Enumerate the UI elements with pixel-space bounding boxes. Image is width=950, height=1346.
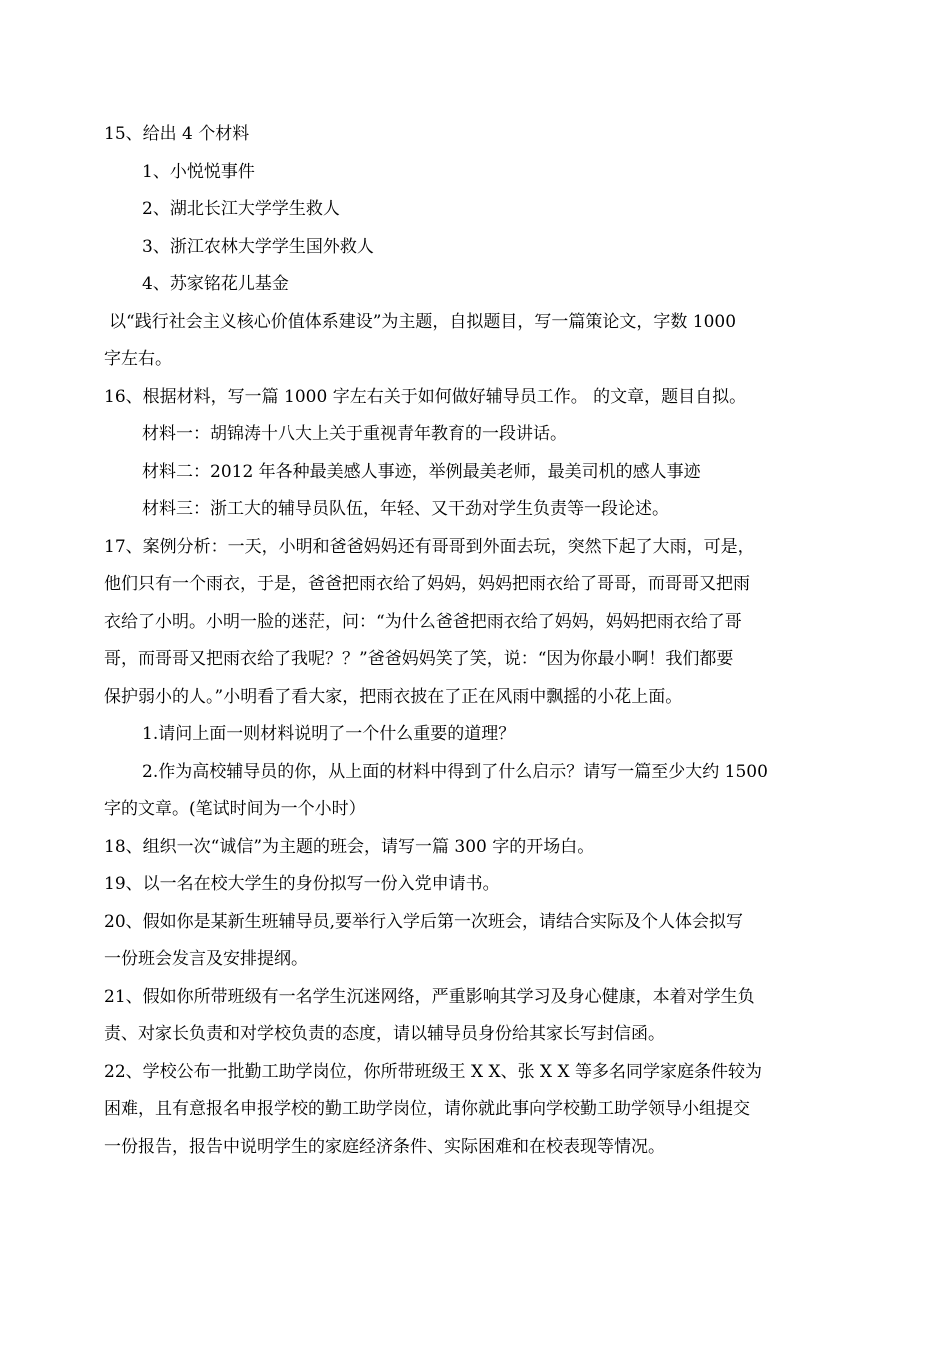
- q16-material-1: 材料一：胡锦涛十八大上关于重视青年教育的一段讲话。: [142, 424, 567, 444]
- q15-prompt-line-2: 字左右。: [104, 349, 172, 369]
- q17-line-2: 他们只有一个雨衣，于是，爸爸把雨衣给了妈妈，妈妈把雨衣给了哥哥，而哥哥又把雨: [104, 574, 750, 594]
- q15-item-3: 3、浙江农林大学学生国外救人: [142, 236, 374, 257]
- question-20-line-2: 一份班会发言及安排提纲。: [104, 949, 308, 969]
- document-page: [104, 116, 834, 1166]
- q16-material-2: 材料二：2012 年各种最美感人事迹，举例最美老师，最美司机的感人事迹: [142, 461, 701, 482]
- q17-line-3: 衣给了小明。小明一脸的迷茫，问：“为什么爸爸把雨衣给了妈妈，妈妈把雨衣给了哥: [104, 611, 742, 632]
- q17-sub-question-1: 1.请问上面一则材料说明了一个什么重要的道理？: [142, 724, 516, 744]
- q15-item-4: 4、苏家铭花儿基金: [142, 274, 289, 294]
- q17-line-5: 保护弱小的人。”小明看了看大家，把雨衣披在了正在风雨中飘摇的小花上面。: [104, 686, 683, 707]
- question-22-line-2: 困难，且有意报名申报学校的勤工助学岗位，请你就此事向学校勤工助学领导小组提交: [104, 1099, 750, 1119]
- q15-item-2: 2、湖北长江大学学生救人: [142, 199, 340, 219]
- q17-line-4: 哥，而哥哥又把雨衣给了我呢？？”爸爸妈妈笑了笑，说：“因为你最小啊！我们都要: [104, 649, 734, 669]
- question-18: 18、组织一次“诚信”为主题的班会，请写一篇 300 字的开场白。: [104, 836, 595, 857]
- question-19: 19、以一名在校大学生的身份拟写一份入党申请书。: [104, 874, 500, 894]
- q15-prompt-line-1: 以“践行社会主义核心价值体系建设”为主题，自拟题目，写一篇策论文，字数 1000: [109, 311, 737, 332]
- q17-line-1: 17、案例分析：一天，小明和爸爸妈妈还有哥哥到外面去玩，突然下起了大雨，可是，: [104, 536, 755, 557]
- question-22-line-3: 一份报告，报告中说明学生的家庭经济条件、实际困难和在校表现等情况。: [104, 1136, 665, 1157]
- question-21-line-1: 21、假如你所带班级有一名学生沉迷网络，严重影响其学习及身心健康，本着对学生负: [104, 986, 755, 1007]
- question-16-title: 16、根据材料，写一篇 1000 字左右关于如何做好辅导员工作。 的文章，题目自拟。: [104, 386, 747, 407]
- question-22-line-1: 22、学校公布一批勤工助学岗位，你所带班级王 X X、张 X X 等多名同学家庭条件较为: [104, 1061, 763, 1082]
- question-20-line-1: 20、假如你是某新生班辅导员,要举行入学后第一次班会，请结合实际及个人体会拟写: [104, 911, 744, 932]
- q16-material-3: 材料三：浙工大的辅导员队伍，年轻、又干劲对学生负责等一段论述。: [142, 499, 669, 519]
- q17-sub-question-2-line-1: 2.作为高校辅导员的你，从上面的材料中得到了什么启示？请写一篇至少大约 1500: [142, 761, 768, 782]
- question-15-title: 15、给出 4 个材料: [104, 124, 250, 144]
- question-21-line-2: 责、对家长负责和对学校负责的态度，请以辅导员身份给其家长写封信函。: [104, 1024, 665, 1044]
- q15-item-1: 1、小悦悦事件: [142, 161, 255, 182]
- q17-sub-question-2-line-2: 字的文章。(笔试时间为一个小时）: [104, 799, 366, 819]
